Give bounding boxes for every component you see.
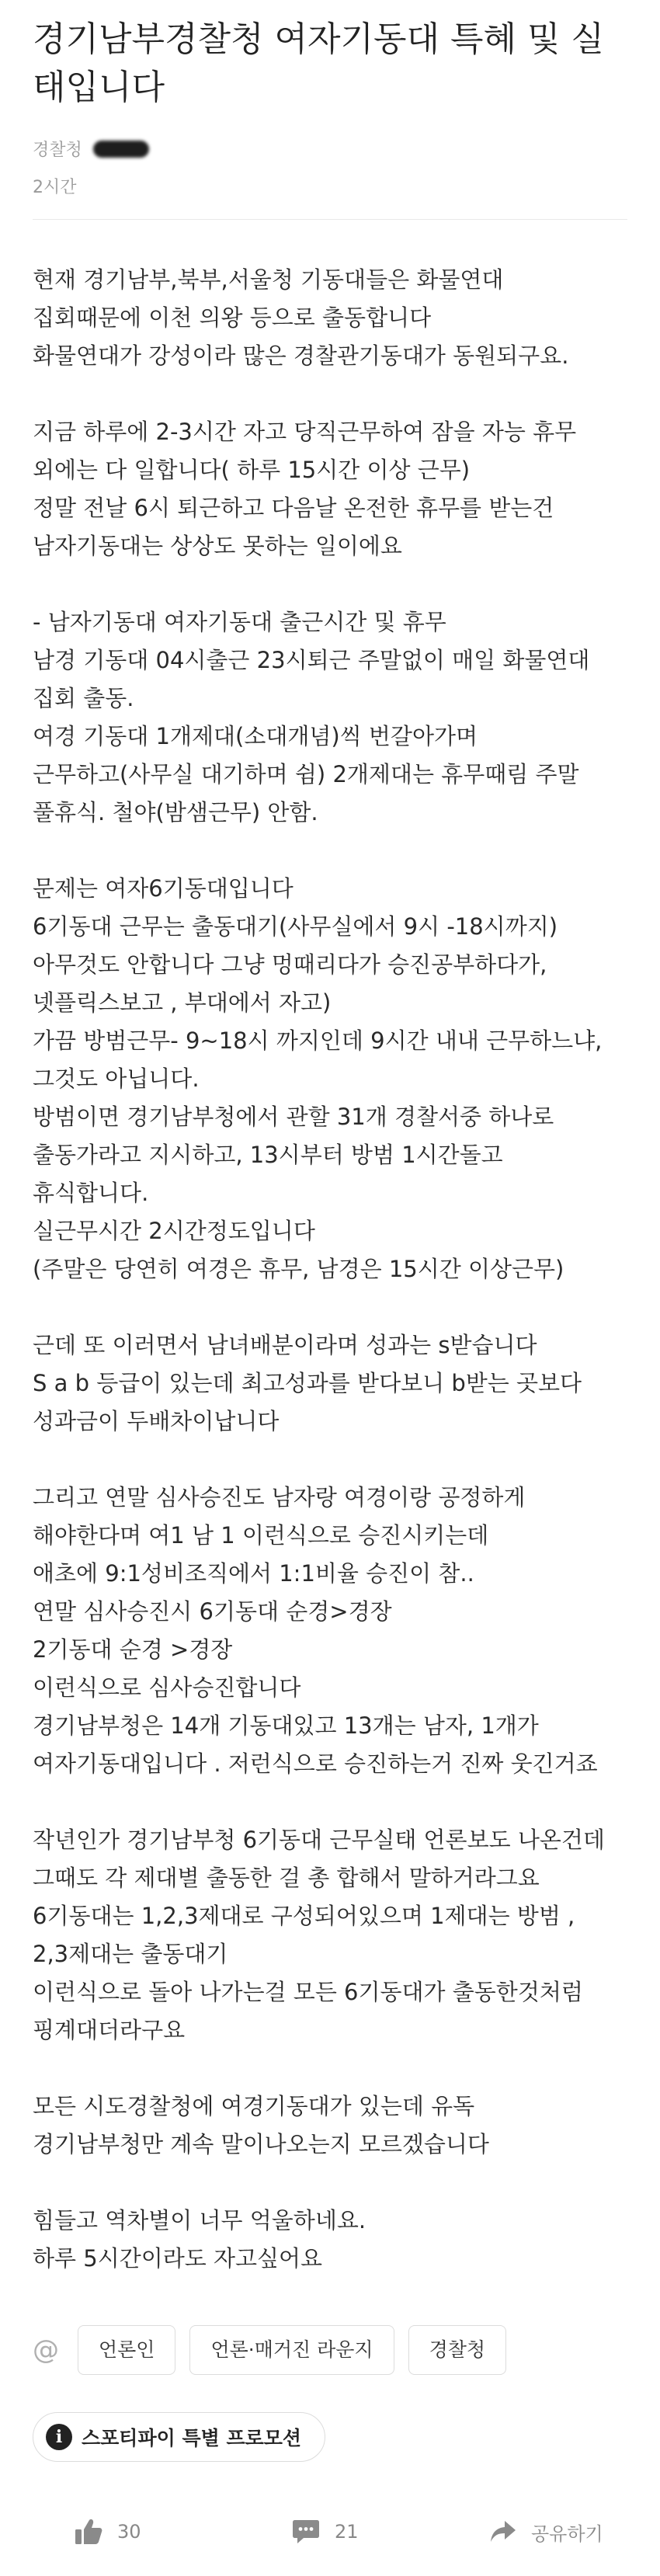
- body-line: 문제는 여자6기동대입니다: [33, 875, 294, 902]
- info-icon: i: [46, 2424, 72, 2450]
- author-company[interactable]: 경찰청: [33, 141, 82, 160]
- paragraph-gap: [33, 1441, 646, 1479]
- paragraph-gap: [33, 375, 646, 413]
- body-line: 그때도 각 제대별 출동한 걸 총 합해서 말하거라그요: [33, 1865, 540, 1891]
- body-line: 외에는 다 일합니다( 하루 15시간 이상 근무): [33, 457, 471, 483]
- post-title: 경기남부경찰청 여자기동대 특혜 및 실태입니다: [33, 19, 605, 107]
- body-line: 모든 시도경찰청에 여경기동대가 있는데 유독: [33, 2093, 475, 2119]
- body-line: S a b 등급이 있는데 최고성과를 받다보니 b받는 곳보다: [33, 1370, 582, 1396]
- header-divider: [33, 219, 627, 220]
- body-line: 2기동대 순경 >경장: [33, 1636, 233, 1663]
- body-line: 경기남부청만 계속 말이나오는지 모르겠습니다: [33, 2131, 489, 2157]
- action-bar: [0, 2510, 660, 2553]
- paragraph-gap: [33, 832, 646, 870]
- body-line: 집회 출동.: [33, 685, 134, 711]
- body-line: 성과금이 두배차이납니다: [33, 1408, 280, 1434]
- paragraph-gap: [33, 1783, 646, 1821]
- post-body: [33, 261, 646, 2278]
- author-nickname-redacted: [93, 141, 149, 158]
- body-line: 출동가라고 지시하고, 13시부터 방범 1시간돌고: [33, 1142, 503, 1168]
- like-count: 30: [117, 2521, 141, 2543]
- thumbs-up-icon: [74, 2518, 103, 2546]
- body-line: 풀휴식. 철야(밤샘근무) 안함.: [33, 799, 318, 826]
- body-line: 경기남부청은 14개 기동대있고 13개는 남자, 1개가: [33, 1712, 539, 1739]
- body-line: 여자기동대입니다 . 저런식으로 승진하는거 진짜 웃긴거죠: [33, 1750, 598, 1777]
- body-line: 여경 기동대 1개제대(소대개념)씩 번갈아가며: [33, 723, 478, 749]
- body-line: 정말 전날 6시 퇴근하고 다음날 온전한 휴무를 받는건: [33, 495, 554, 521]
- body-line: (주말은 당연히 여경은 휴무, 남경은 15시간 이상근무): [33, 1256, 564, 1282]
- body-line: 힘들고 역차별이 너무 억울하네요.: [33, 2207, 366, 2234]
- body-line: 작년인가 경기남부청 6기동대 근무실태 언론보도 나온건데: [33, 1827, 605, 1853]
- body-line: - 남자기동대 여자기동대 출근시간 및 휴무: [33, 609, 446, 635]
- body-line: 핑계대더라구요: [33, 2017, 186, 2043]
- body-line: 2,3제대는 출동대기: [33, 1941, 228, 1967]
- body-line: 하루 5시간이라도 자고싶어요: [33, 2245, 323, 2272]
- tag-chip[interactable]: 언론인: [78, 2325, 175, 2375]
- paragraph-gap: [33, 565, 646, 603]
- body-line: 휴식합니다.: [33, 1180, 149, 1206]
- comment-count: 21: [335, 2521, 359, 2543]
- tag-chip[interactable]: 경찰청: [408, 2325, 506, 2375]
- tag-list: [33, 2325, 506, 2375]
- author-row: [33, 137, 149, 161]
- body-line: 6기동대 근무는 출동대기(사무실에서 9시 -18시까지): [33, 913, 558, 940]
- at-sign-icon: @: [33, 2334, 59, 2366]
- body-line: 현재 경기남부,북부,서울청 기동대들은 화물연대: [33, 266, 504, 293]
- body-line: 그것도 아닙니다.: [33, 1066, 200, 1092]
- comment-button[interactable]: [291, 2510, 359, 2553]
- body-line: 넷플릭스보고 , 부대에서 자고): [33, 989, 332, 1016]
- promo-button[interactable]: [33, 2412, 325, 2462]
- body-line: 6기동대는 1,2,3제대로 구성되어있으며 1제대는 방범 ,: [33, 1903, 575, 1929]
- share-arrow-icon: [489, 2519, 517, 2544]
- body-line: 애초에 9:1성비조직에서 1:1비율 승진이 참..: [33, 1560, 474, 1587]
- post-time: 2시간: [33, 178, 77, 197]
- promo-label: 스포티파이 특별 프로모션: [82, 2427, 302, 2449]
- body-line: 지금 하루에 2-3시간 자고 당직근무하여 잠을 자능 휴무: [33, 419, 577, 445]
- body-line: 남자기동대는 상상도 못하는 일이에요: [33, 533, 402, 559]
- paragraph-gap: [33, 2164, 646, 2202]
- comment-icon: [291, 2519, 321, 2545]
- paragraph-gap: [33, 2049, 646, 2088]
- body-line: 화물연대가 강성이라 많은 경찰관기동대가 동원되구요.: [33, 342, 569, 369]
- body-line: 가끔 방범근무- 9~18시 까지인데 9시간 내내 근무하느냐,: [33, 1027, 603, 1054]
- tag-chip[interactable]: 언론·매거진 라운지: [189, 2325, 394, 2375]
- body-line: 연말 심사승진시 6기동대 순경>경장: [33, 1598, 392, 1625]
- body-line: 아무것도 안합니다 그냥 멍때리다가 승진공부하다가,: [33, 951, 547, 978]
- body-line: 이런식으로 돌아 나가는걸 모든 6기동대가 출동한것처럼: [33, 1979, 583, 2005]
- share-button[interactable]: [489, 2510, 603, 2553]
- body-line: 실근무시간 2시간정도입니다: [33, 1218, 315, 1244]
- body-line: 집회때문에 이천 의왕 등으로 출동합니다: [33, 304, 432, 331]
- paragraph-gap: [33, 1288, 646, 1326]
- body-line: 그리고 연말 심사승진도 남자랑 여경이랑 공정하게: [33, 1484, 526, 1510]
- body-line: 근무하고(사무실 대기하며 쉼) 2개제대는 휴무때림 주말: [33, 761, 579, 787]
- body-line: 해야한다며 여1 남 1 이런식으로 승진시키는데: [33, 1522, 489, 1549]
- body-line: 이런식으로 심사승진합니다: [33, 1674, 301, 1701]
- body-line: 남경 기동대 04시출근 23시퇴근 주말없이 매일 화물연대: [33, 647, 590, 673]
- like-button[interactable]: [74, 2510, 141, 2553]
- body-line: 방범이면 경기남부청에서 관할 31개 경찰서중 하나로: [33, 1104, 554, 1130]
- body-line: 근데 또 이러면서 남녀배분이라며 성과는 s받습니다: [33, 1332, 537, 1358]
- share-label: 공유하기: [531, 2522, 603, 2545]
